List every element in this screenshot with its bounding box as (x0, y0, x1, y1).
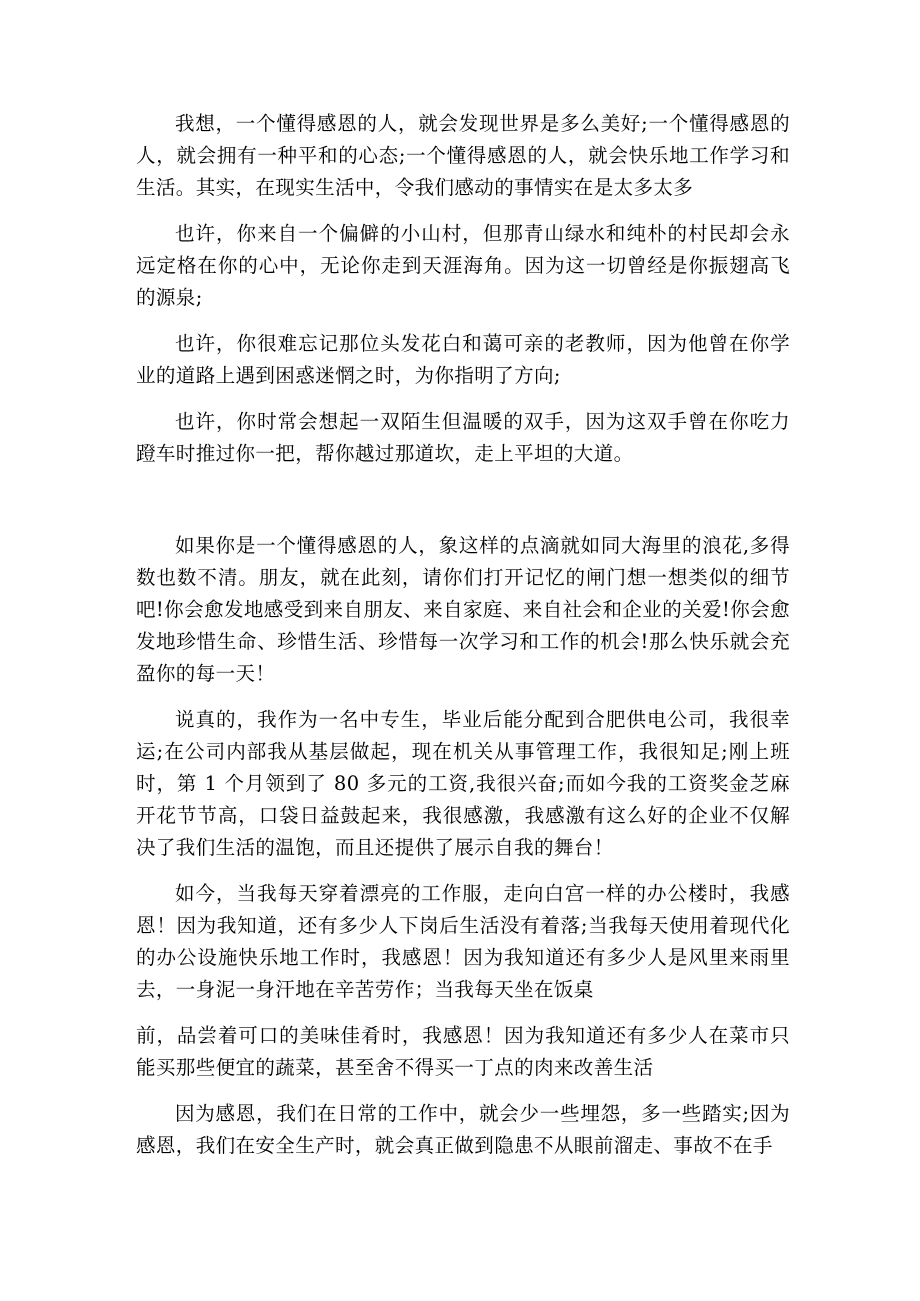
paragraph-every-day: 如今，当我每天穿着漂亮的工作服，走向白宫一样的办公楼时，我感恩！因为我知道，还有多少人下岗后生活没有着落;当我每天使用着现代化的办公设施快乐地工作时，我感恩！因为我知道还有多少人是风里来雨里去，一身泥一身汗地在辛苦劳作；当我每天坐在饭桌 (136, 882, 790, 1001)
paragraph-gratitude-intro: 我想，一个懂得感恩的人，就会发现世界是多么美好;一个懂得感恩的人，就会拥有一种平和的心态;一个懂得感恩的人，就会快乐地工作学习和生活。其实，在现实生活中，令我们感动的事情实在是太多太多 (136, 112, 790, 199)
paragraph-because-grateful: 因为感恩，我们在日常的工作中，就会少一些埋怨，多一些踏实;因为感恩，我们在安全生产时，就会真正做到隐患不从眼前溜走、事故不在手 (136, 1102, 790, 1157)
paragraph-mountain-village: 也许，你来自一个偏僻的小山村，但那青山绿水和纯朴的村民却会永远定格在你的心中，无论你走到天涯海角。因为这一切曾经是你振翅高飞的源泉; (136, 222, 790, 309)
paragraph-gap (136, 484, 790, 530)
paragraph-old-teacher: 也许，你很难忘记那位头发花白和蔼可亲的老教师，因为他曾在你学业的道路上遇到困惑迷惘之时，为你指明了方向; (136, 332, 790, 387)
paragraph-personal-story: 说真的，我作为一名中专生，毕业后能分配到合肥供电公司，我很幸运;在公司内部我从基层做起，现在机关从事管理工作，我很知足;刚上班时，第 1 个月领到了 80 多元的工资,我很兴奋;而如今我的工资奖金芝麻开花节节高，口袋日益鼓起来，我很感激，我感激有这么好的企业不仅解决了我们生活的温饱，而且还提供了展示自我的舞台！ (136, 708, 790, 859)
paragraph-warm-hands: 也许，你时常会想起一双陌生但温暖的双手，因为这双手曾在你吃力蹬车时推过你一把，帮你越过那道坎，走上平坦的大道。 (136, 410, 790, 465)
paragraph-grateful-person: 如果你是一个懂得感恩的人，象这样的点滴就如同大海里的浪花,多得数也数不清。朋友，就在此刻，请你们打开记忆的闸门想一想类似的细节吧!你会愈发地感受到来自朋友、来自家庭、来自社会和企业的关爱!你会愈发地珍惜生命、珍惜生活、珍惜每一次学习和工作的机会!那么快乐就会充盈你的每一天！ (136, 534, 790, 685)
paragraph-dinner-table: 前，品尝着可口的美味佳肴时，我感恩！因为我知道还有多少人在菜市只能买那些便宜的蔬菜，甚至舍不得买一丁点的肉来改善生活 (136, 1024, 790, 1079)
